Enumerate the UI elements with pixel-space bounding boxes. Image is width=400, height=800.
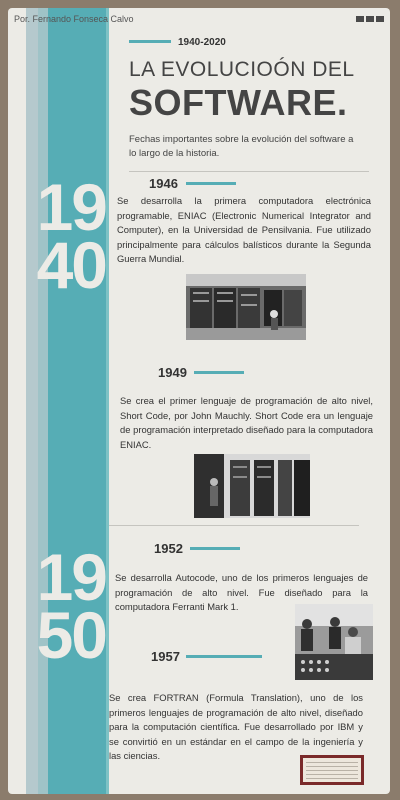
eniac-photo bbox=[186, 274, 306, 340]
ferranti-photo bbox=[295, 604, 373, 680]
punch-card-photo bbox=[300, 755, 364, 785]
year-accent-bar bbox=[186, 182, 236, 185]
page-title-line2: SOFTWARE. bbox=[129, 82, 348, 123]
title-accent-bar bbox=[129, 40, 171, 43]
decade-top: 19 bbox=[36, 540, 106, 614]
event-description: Se desarrolla la primera computadora electrónica programable, ENIAC (Electronic Numerical Integrator and Computer), en la Universidad de Pensilvania. Fue utilizado principalmente para cálculos balísticos durante la Segunda Guerra Mundial. bbox=[117, 195, 371, 264]
page-subtitle: Fechas importantes sobre la evolución del software a lo largo de la historia. bbox=[129, 134, 354, 159]
event-year: 1949 bbox=[158, 365, 187, 380]
infographic-card bbox=[8, 8, 390, 794]
decor-band-edge bbox=[106, 8, 109, 794]
year-accent-bar bbox=[186, 655, 262, 658]
year-accent-bar bbox=[190, 547, 240, 550]
decade-top: 19 bbox=[36, 170, 106, 244]
event-year: 1952 bbox=[154, 541, 183, 556]
event-description: Se desarrolla Autocode, uno de los primeros lenguajes de programación de alto nivel. Fue diseñado para la computadora Ferranti Mark 1. bbox=[115, 572, 368, 612]
decade-1940 bbox=[34, 170, 106, 302]
decor-band-light bbox=[26, 8, 38, 794]
divider bbox=[129, 171, 369, 172]
author-credit: Por. Fernando Fonseca Calvo bbox=[14, 14, 134, 24]
year-range: 1940-2020 bbox=[178, 37, 226, 48]
divider bbox=[109, 525, 359, 526]
event-description: Se crea el primer lenguaje de programación de alto nivel, Short Code, por John Mauchly. Short Code era un lenguaje de programación interpretado diseñado para la computadora ENIAC. bbox=[120, 395, 373, 450]
event-year: 1946 bbox=[149, 176, 178, 191]
event-description: Se crea FORTRAN (Formula Translation), uno de los primeros lenguajes de programación de alto nivel, diseñado para la computación científica. Fue desarrollado por IBM y se convirtió en un estándar en el campo de la ingeniería y las ciencias. bbox=[109, 692, 363, 761]
page-title-line1: LA EVOLUCIOÓN DEL bbox=[129, 58, 355, 81]
decor-band-main bbox=[48, 8, 106, 794]
year-accent-bar bbox=[194, 371, 244, 374]
decade-bottom: 50 bbox=[36, 598, 106, 672]
event-year: 1957 bbox=[151, 649, 180, 664]
decade-bottom: 40 bbox=[36, 228, 106, 302]
menu-dots-icon[interactable] bbox=[356, 16, 384, 22]
eniac-operators-photo bbox=[194, 454, 310, 518]
decade-1950 bbox=[34, 540, 106, 672]
decor-band-mid bbox=[38, 8, 48, 794]
